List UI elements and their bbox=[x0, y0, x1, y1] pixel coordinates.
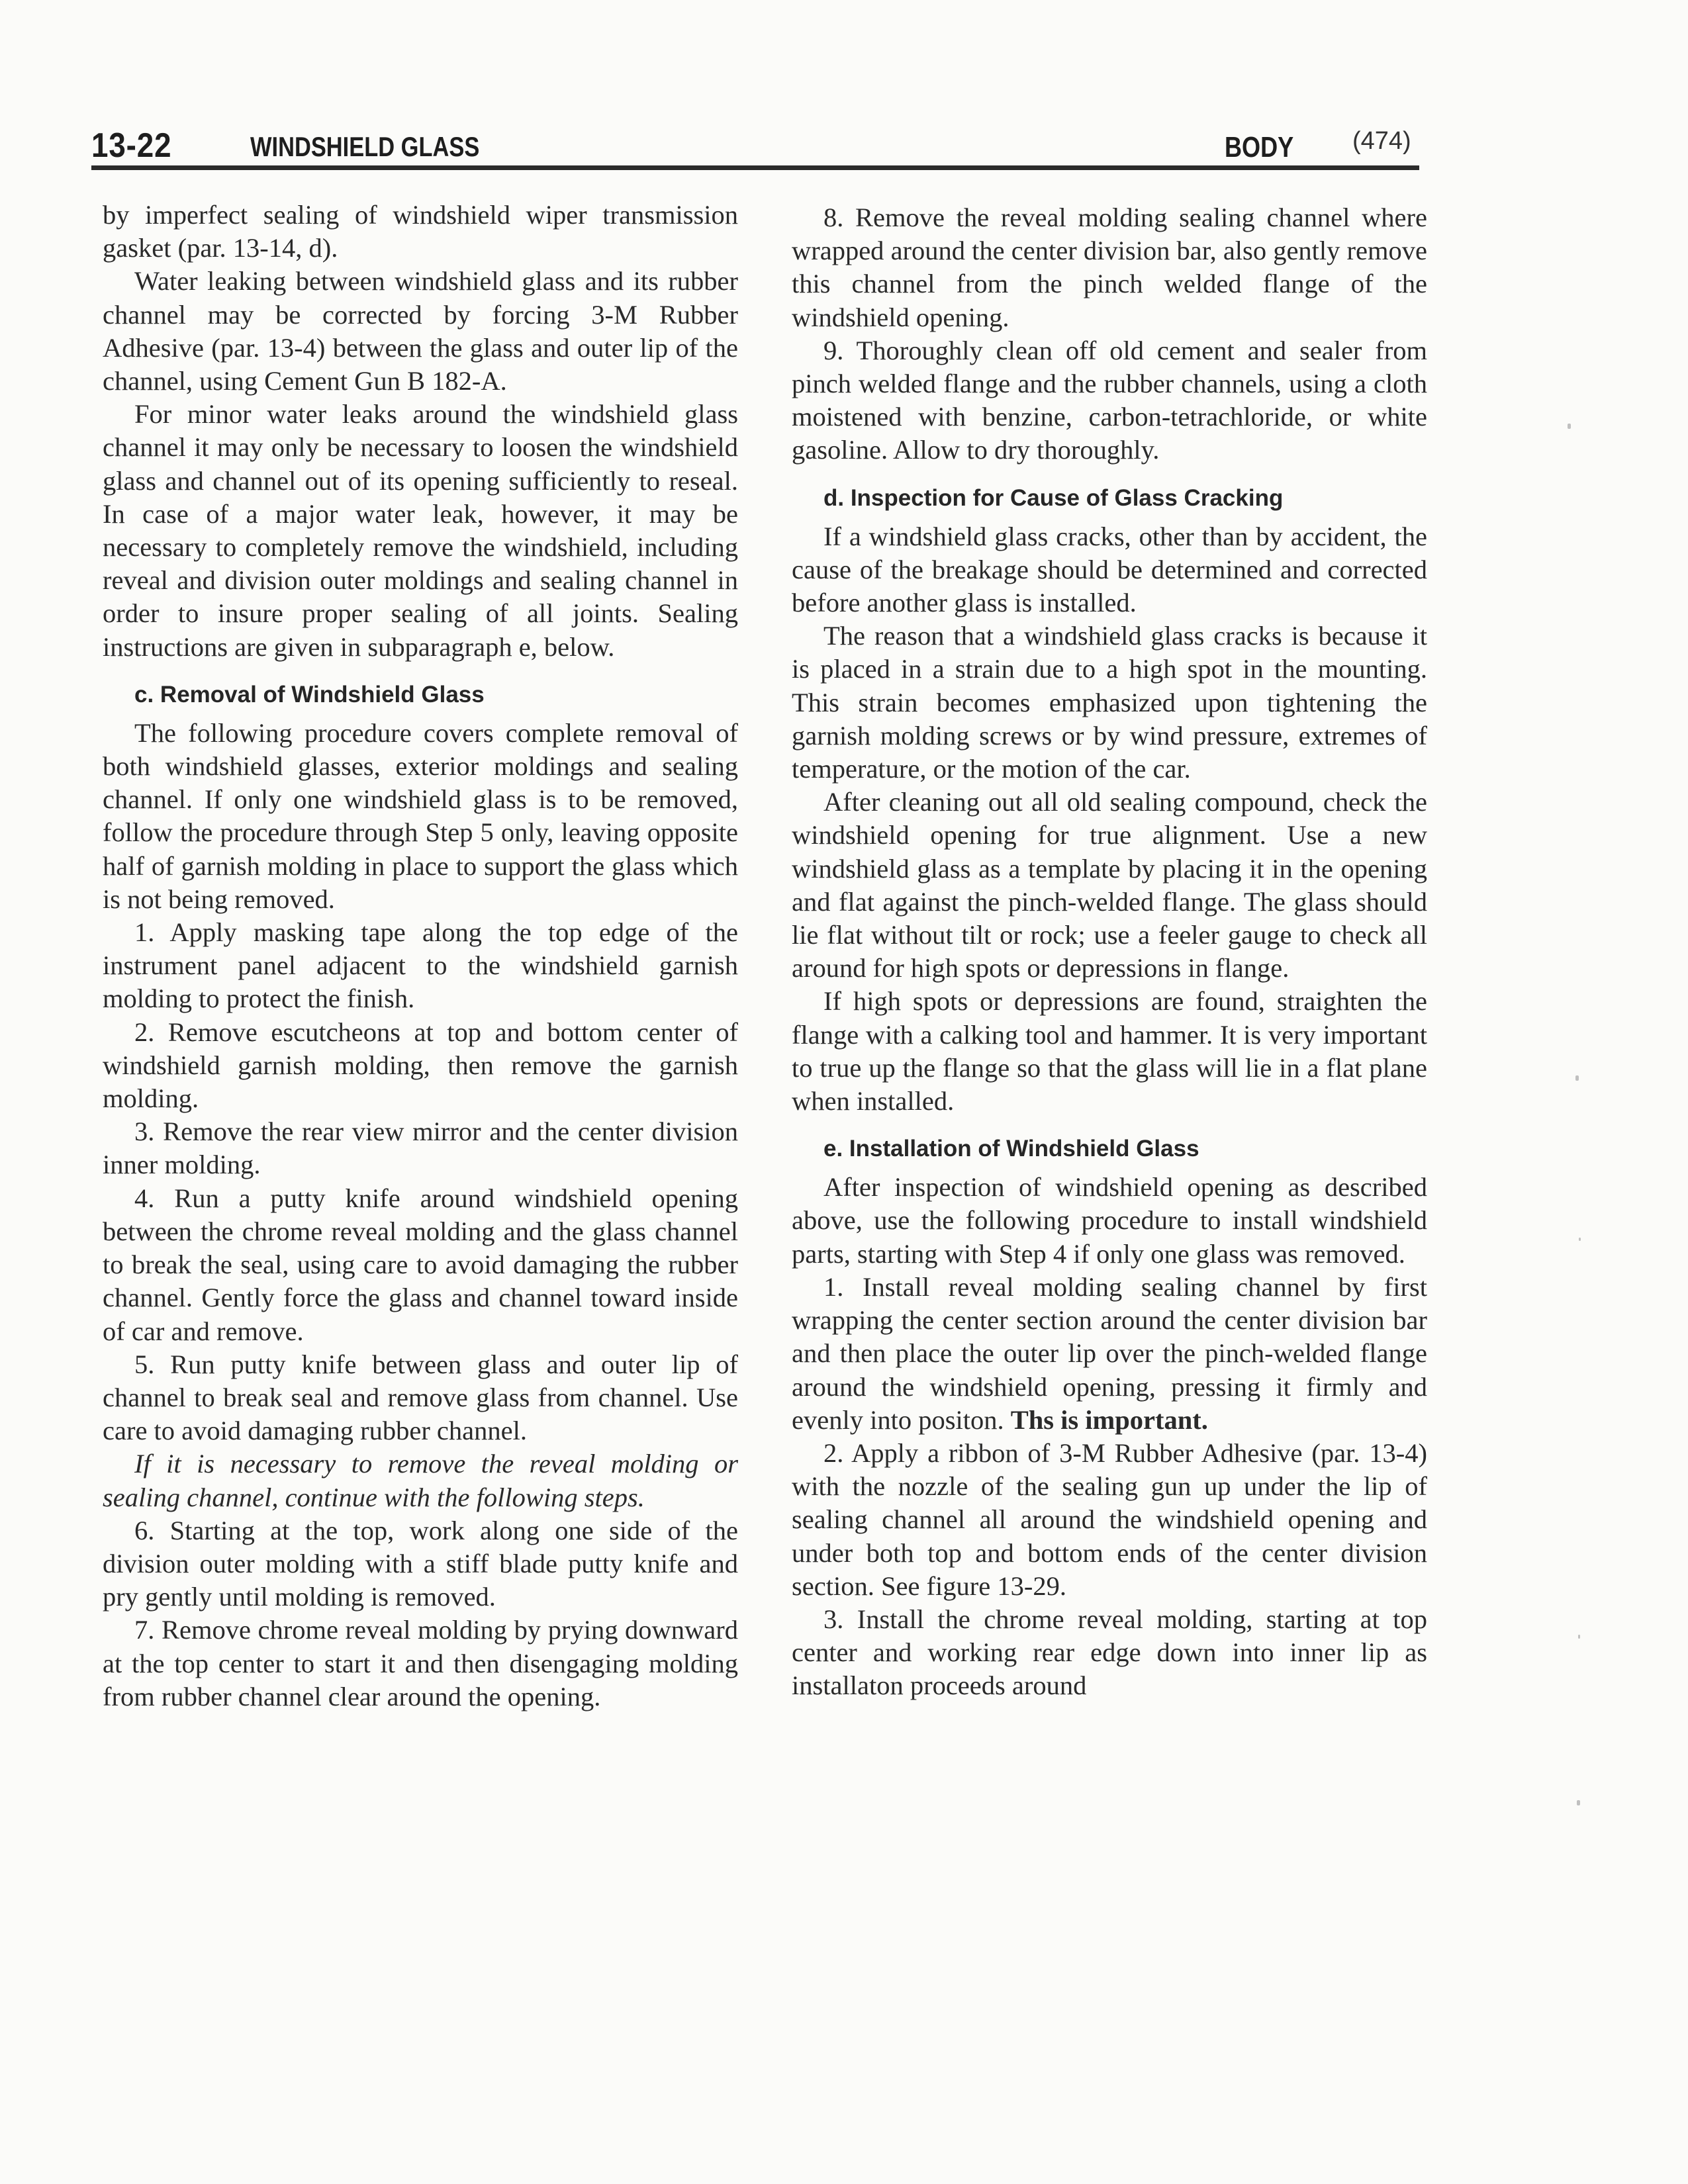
paragraph: The reason that a windshield glass cracks is because it is placed in a strain due to a high spot in the mounting. This strain becomes emphasized upon tightening the garnish molding screws or by wind pressure, extremes of temperature, or the motion of the car. bbox=[792, 621, 1427, 784]
step-item: 3. Remove the rear view mirror and the center division inner molding. bbox=[103, 1116, 738, 1180]
scan-speck bbox=[1577, 1800, 1580, 1805]
section-heading-d: d. Inspection for Cause of Glass Cracking bbox=[823, 484, 1284, 511]
paragraph: For minor water leaks around the windshield glass channel it may only be necessary to loosen the windshield glass and channel out of its opening sufficiently to reseal. In case of a major water leak, however, it may be necessary to completely remove the windshield, including reveal and division outer moldings and sealing channel in order to insure proper sealing of all joints. Sealing instructions are given in subparagraph e, below. bbox=[103, 399, 738, 662]
folio-number: (474) bbox=[1352, 127, 1411, 155]
right-column bbox=[792, 201, 1427, 1703]
header-rule bbox=[91, 165, 1419, 170]
paragraph: by imperfect sealing of windshield wiper transmission gasket (par. 13-14, d). bbox=[103, 200, 738, 263]
scan-speck bbox=[1579, 1238, 1581, 1241]
step-text: 1. Install reveal molding sealing channel by first wrapping the center section around the center division bar and then place the outer lip over the pinch-welded flange around the windshield opening, pressing it firmly and evenly into positon. bbox=[792, 1271, 1427, 1435]
emphasis-text: Ths is important. bbox=[1010, 1404, 1208, 1435]
step-item bbox=[792, 1271, 1427, 1437]
chapter-label: BODY bbox=[1225, 131, 1294, 163]
paragraph: After cleaning out all old sealing compound, check the windshield opening for true alignment. Use a new windshield glass as a template by placing it in the opening and flat against the pinch-welded flange. The glass should lie flat without tilt or rock; use a feeler gauge to check all around for high spots or depressions in flange. bbox=[792, 787, 1427, 983]
section-heading-e: e. Installation of Windshield Glass bbox=[823, 1136, 1199, 1162]
left-column bbox=[103, 199, 738, 1713]
scan-speck bbox=[1575, 1075, 1579, 1081]
step-item: 2. Remove escutcheons at top and bottom center of windshield garnish molding, then remove the garnish molding. bbox=[103, 1017, 738, 1114]
paragraph: The following procedure covers complete removal of both windshield glasses, exterior moldings and sealing channel. If only one windshield glass is to be removed, follow the procedure through Step 5 only, leaving opposite half of garnish molding in place to support the glass which is not being removed. bbox=[103, 717, 738, 914]
section-title: WINDSHIELD GLASS bbox=[250, 131, 480, 162]
page-number: 13-22 bbox=[91, 126, 172, 165]
paragraph: If a windshield glass cracks, other than by accident, the cause of the breakage should be determined and corrected before another glass is installed. bbox=[792, 521, 1427, 618]
italic-note: If it is necessary to remove the reveal molding or sealing channel, continue with the following steps. bbox=[103, 1449, 738, 1512]
step-item: 5. Run putty knife between glass and outer lip of channel to break seal and remove glass from channel. Use care to avoid damaging rubber channel. bbox=[103, 1349, 738, 1446]
paragraph: If high spots or depressions are found, straighten the flange with a calking tool and hammer. It is very important to true up the flange so that the glass will lie in a flat plane when installed. bbox=[792, 986, 1427, 1116]
section-heading-c: c. Removal of Windshield Glass bbox=[134, 681, 485, 707]
step-item: 6. Starting at the top, work along one side of the division outer molding with a stiff blade putty knife and pry gently until molding is removed. bbox=[103, 1515, 738, 1612]
step-item: 1. Apply masking tape along the top edge of the instrument panel adjacent to the windshield garnish molding to protect the finish. bbox=[103, 917, 738, 1014]
step-item: 3. Install the chrome reveal molding, starting at top center and working rear edge down into inner lip as installaton proceeds around bbox=[792, 1604, 1427, 1701]
step-item: 8. Remove the reveal molding sealing channel where wrapped around the center division bar, also gently remove this channel from the pinch welded flange of the windshield opening. bbox=[792, 203, 1427, 332]
scan-speck bbox=[1568, 424, 1571, 429]
step-item: 2. Apply a ribbon of 3-M Rubber Adhesive (par. 13-4) with the nozzle of the sealing gun up under the lip of sealing channel all around the windshield opening and under both top and bottom ends of the center division section. See figure 13-29. bbox=[792, 1437, 1427, 1601]
step-item: 7. Remove chrome reveal molding by prying downward at the top center to start it and then disengaging molding from rubber channel clear around the opening. bbox=[103, 1615, 738, 1711]
paragraph: After inspection of windshield opening as described above, use the following procedure to install windshield parts, starting with Step 4 if only one glass was removed. bbox=[792, 1172, 1427, 1269]
scan-speck bbox=[1578, 1635, 1580, 1639]
paragraph: Water leaking between windshield glass and its rubber channel may be corrected by forcing 3-M Rubber Adhesive (par. 13-4) between the glass and outer lip of the channel, using Cement Gun B 182-A. bbox=[103, 266, 738, 396]
step-item: 4. Run a putty knife around windshield opening between the chrome reveal molding and the glass channel to break the seal, using care to avoid damaging the rubber channel. Gently force the glass and channel toward inside of car and remove. bbox=[103, 1183, 738, 1346]
step-item: 9. Thoroughly clean off old cement and sealer from pinch welded flange and the rubber channels, using a cloth moistened with benzine, carbon-tetrachloride, or white gasoline. Allow to dry thoroughly. bbox=[792, 335, 1427, 465]
